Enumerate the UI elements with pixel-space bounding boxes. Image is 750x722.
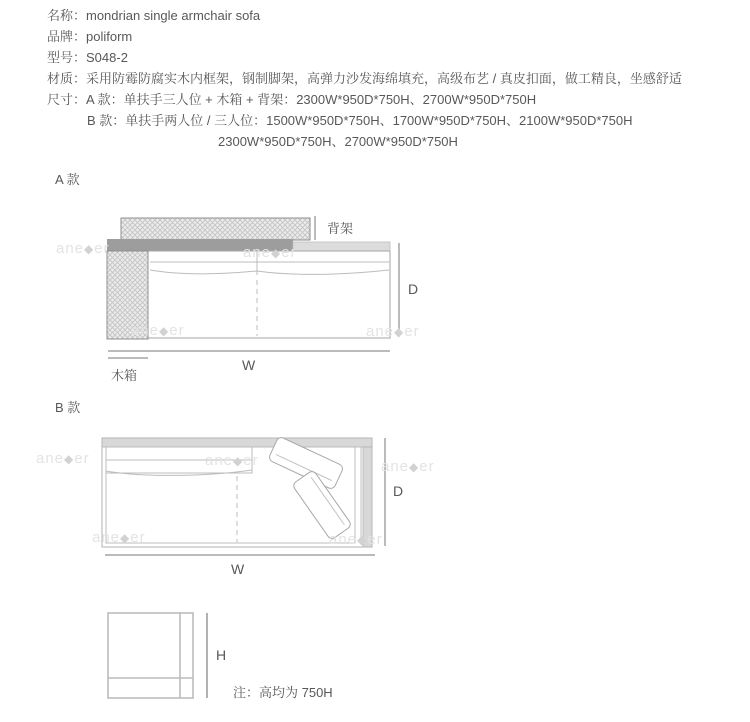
location-pin-icon: ◆ — [233, 454, 244, 468]
location-pin-icon: ◆ — [159, 324, 170, 338]
section-b-title: B 款 — [55, 400, 81, 415]
watermark — [36, 450, 90, 467]
height-note: 注：高均为 750H — [233, 685, 333, 700]
watermark-text: ane — [329, 531, 358, 548]
watermark — [243, 244, 297, 261]
watermark-text: ane — [366, 323, 395, 340]
watermark-text: ane — [381, 458, 410, 475]
watermark-text: er — [281, 244, 297, 261]
location-pin-icon: ◆ — [120, 531, 131, 545]
location-pin-icon: ◆ — [357, 533, 368, 547]
watermark-text: er — [367, 531, 383, 548]
location-pin-icon: ◆ — [394, 325, 405, 339]
woodbox-label: 木箱 — [111, 368, 138, 383]
watermark — [381, 458, 435, 475]
watermark-text: er — [419, 458, 435, 475]
watermark — [92, 529, 146, 546]
location-pin-icon: ◆ — [64, 452, 75, 466]
watermark-text: ane — [131, 322, 160, 339]
watermark-text: ane — [92, 529, 121, 546]
width-label-a: W — [242, 357, 256, 373]
watermark-text: er — [404, 323, 420, 340]
side-ledge — [293, 242, 390, 251]
watermark-text: er — [169, 322, 185, 339]
spec-line-brand: 品牌：poliform — [47, 29, 133, 44]
watermark-text: er — [74, 450, 90, 467]
watermark-text: ane — [205, 452, 234, 469]
backrest-panel — [121, 218, 310, 240]
watermark-text: er — [243, 452, 259, 469]
section-a-title: A 款 — [55, 172, 80, 187]
location-pin-icon: ◆ — [84, 242, 95, 256]
backrest-label: 背架 — [327, 221, 354, 236]
watermark — [205, 452, 259, 469]
spec-line-material: 材质：采用防霉防腐实木内框架，钢制脚架，高弹力沙发海绵填充，高级布艺 / 真皮扣面，做工精良，坐感舒适 — [47, 71, 682, 86]
diagram-height-square — [108, 613, 207, 698]
watermark-text: ane — [56, 240, 85, 257]
spec-line-size-b: B 款：单扶手两人位 / 三人位：1500W*950D*750H、1700W*950D*750H、2100W*950D*750H — [87, 113, 633, 128]
back-rail — [102, 438, 372, 447]
watermark-text: ane — [36, 450, 65, 467]
spec-line-size-b-cont: 2300W*950D*750H、2700W*950D*750H — [218, 134, 458, 149]
watermark — [366, 323, 420, 340]
watermark-text: er — [130, 529, 146, 546]
watermark — [329, 531, 383, 548]
spec-line-size-a: 尺寸：A 款：单扶手三人位 + 木箱 + 背架：2300W*950D*750H、2700W*950D*750H — [47, 92, 537, 107]
watermark-text: er — [94, 240, 110, 257]
location-pin-icon: ◆ — [271, 246, 282, 260]
spec-line-name: 名称：mondrian single armchair sofa — [47, 8, 261, 23]
height-label: H — [216, 647, 227, 663]
watermark — [131, 322, 185, 339]
width-label-b: W — [231, 561, 245, 577]
location-pin-icon: ◆ — [409, 460, 420, 474]
depth-label-b: D — [393, 483, 404, 499]
depth-label-a: D — [408, 281, 419, 297]
watermark — [56, 240, 110, 257]
spec-line-model: 型号：S048-2 — [47, 50, 128, 65]
watermark-text: ane — [243, 244, 272, 261]
